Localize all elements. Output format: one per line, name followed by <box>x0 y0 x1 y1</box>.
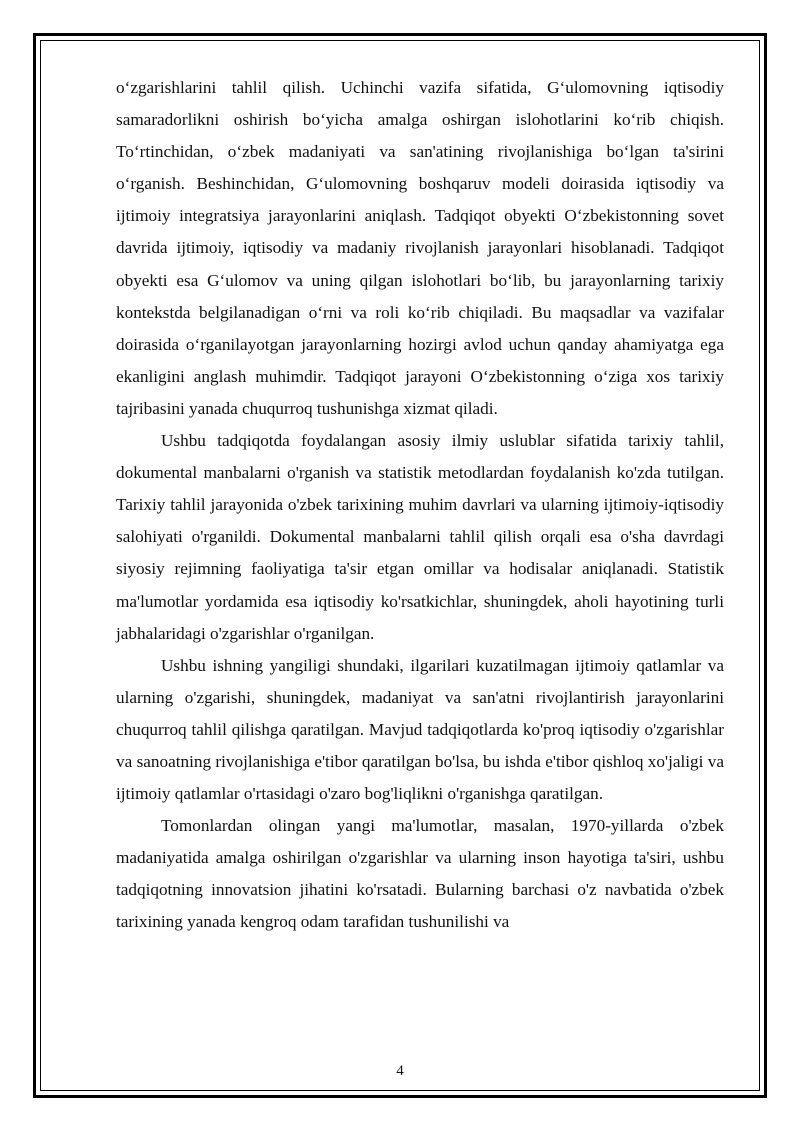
paragraph-new-data: Tomonlardan olingan yangi ma'lumotlar, masalan, 1970-yillarda o'zbek madaniyatida amalga oshirilgan o'zgarishlar va ularning inson hayotiga ta'siri, ushbu tadqiqotning innovatsion jihatini ko'rsatadi. Bularning barchasi o'z navbatida o'zbek tarixining yanada kengroq odam tarafidan tushunilishi va <box>116 816 724 932</box>
document-body <box>116 72 724 939</box>
paragraph-continued: o‘zgarishlarini tahlil qilish. Uchinchi vazifa sifatida, G‘ulomovning iqtisodiy samaradorlikni oshirish bo‘yicha amalga oshirgan islohotlarini ko‘rib chiqish. To‘rtinchidan, o‘zbek madaniyati va san'atining rivojlanishiga bo‘lgan ta'sirini o‘rganish. Beshinchidan, G‘ulomovning boshqaruv modeli doirasida iqtisodiy va ijtimoiy integratsiya jarayonlarini aniqlash. Tadqiqot obyekti O‘zbekistonning sovet davrida ijtimoiy, iqtisodiy va madaniy rivojlanish jarayonlari hisoblanadi. Tadqiqot obyekti esa G‘ulomov va uning qilgan islohotlari bo‘lib, bu jarayonlarning tarixiy kontekstda belgilanadigan o‘rni va roli ko‘rib chiqiladi. Bu maqsadlar va vazifalar doirasida o‘rganilayotgan jarayonlarning hozirgi avlod uchun qanday ahamiyatga ega ekanligini anglash muhimdir. Tadqiqot jarayoni O‘zbekistonning o‘ziga xos tarixiy tajribasini yanada chuqurroq tushunishga xizmat qiladi. <box>116 78 724 418</box>
paragraph-methods: Ushbu tadqiqotda foydalangan asosiy ilmiy uslublar sifatida tarixiy tahlil, dokumental manbalarni o'rganish va statistik metodlardan foydalanish ko'zda tutilgan. Tarixiy tahlil jarayonida o'zbek tarixining muhim davrlari va ularning ijtimoiy-iqtisodiy salohiyati o'rganildi. Dokumental manbalarni tahlil qilish orqali esa o'sha davrdagi siyosiy rejimning faoliyatiga ta'sir etgan omillar va hodisalar aniqlanadi. Statistik ma'lumotlar yordamida esa iqtisodiy ko'rsatkichlar, shuningdek, aholi hayotining turli jabhalaridagi o'zgarishlar o'rganilgan. <box>116 431 724 643</box>
page-number: 4 <box>396 1063 404 1079</box>
paragraph-novelty: Ushbu ishning yangiligi shundaki, ilgarilari kuzatilmagan ijtimoiy qatlamlar va ularning o'zgarishi, shuningdek, madaniyat va san'atni rivojlantirish jarayonlarini chuqurroq tahlil qilishga qaratilgan. Mavjud tadqiqotlarda ko'proq iqtisodiy o'zgarishlar va sanoatning rivojlanishiga e'tibor qaratilgan bo'lsa, bu ishda e'tibor qishloq xo'jaligi va ijtimoiy qatlamlar o'rtasidagi o'zaro bog'liqlikni o'rganishga qaratilgan. <box>116 655 724 804</box>
